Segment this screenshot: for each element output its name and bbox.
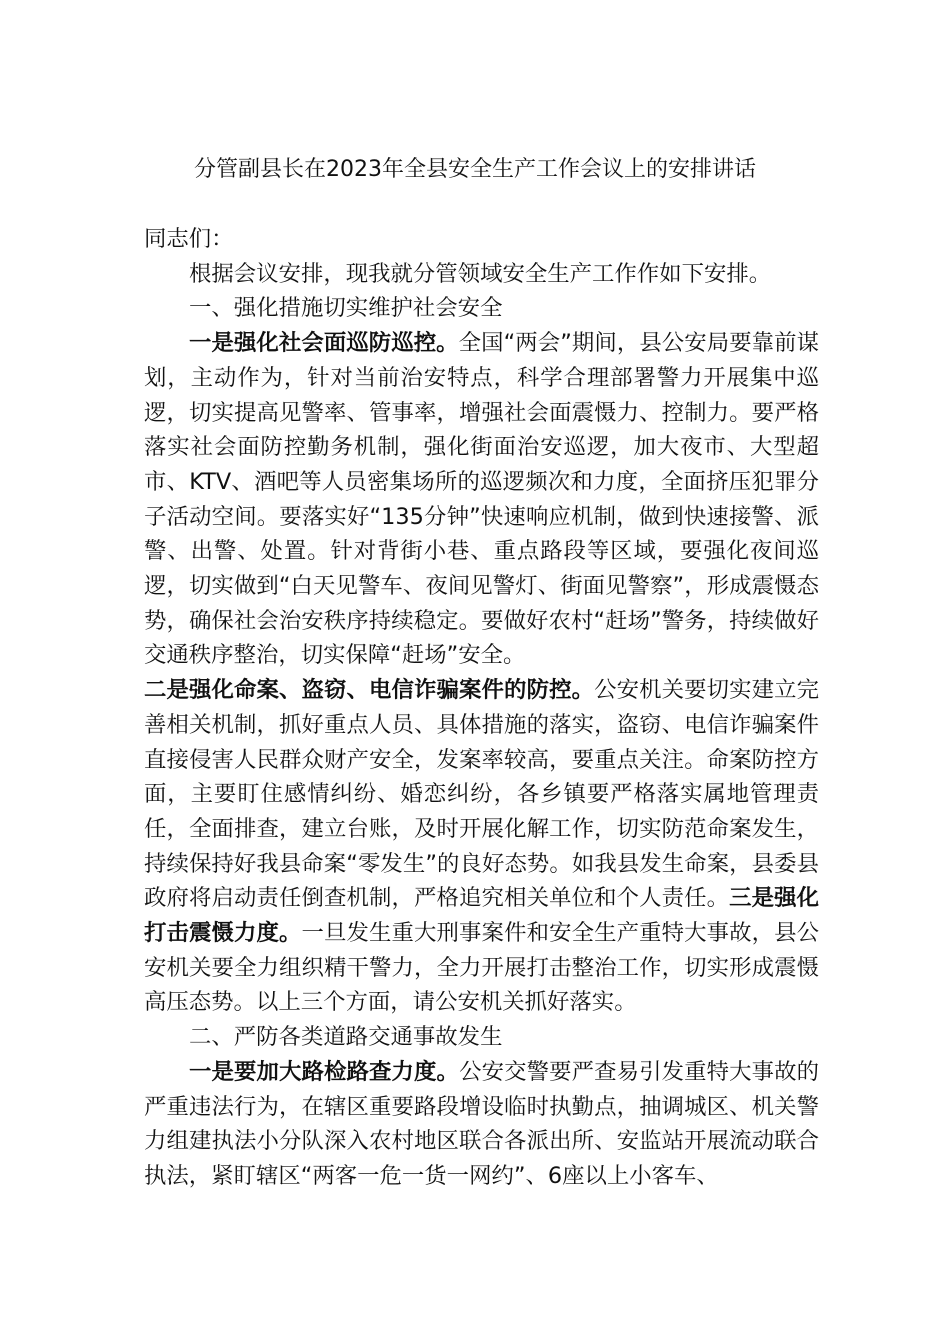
section1-item2-text: 公安机关要切实建立完善相关机制，抓好重点人员、具体措施的落实，盗窃、电信诈骗案件直接侵害人民群众财产安全，发案率较高，要重点关注。命案防控方面，主要盯住感情纠纷、婚恋纠纷，各乡镇要严格落实属地管理责任，全面排查，建立台账，及时开展化解工作，切实防范命案发生，持续保持好我县命案“零发生”的良好态势。如我县发生命案，县委县政府将启动责任倒查机制，严格追究相关单位和个人责任。 [144, 677, 820, 912]
section1-item1-paragraph [144, 326, 819, 673]
section2-heading: 二、严防各类道路交通事故发生 [189, 1024, 503, 1051]
document-title: 分管副县长在2023年全县安全生产工作会议上的安排讲话 [194, 157, 756, 182]
intro-paragraph: 根据会议安排，现我就分管领域安全生产工作作如下安排。 [189, 260, 772, 287]
section2-item1-text: 公安交警要严查易引发重特大事故的严重违法行为，在辖区重要路段增设临时执勤点，抽调城区、机关警力组建执法小分队深入农村地区联合各派出所、安监站开展流动联合执法，紧盯辖区“两客一危一货一网约”、6座以上小客车、 [144, 1058, 820, 1189]
document-body [144, 222, 819, 1194]
section1-item3-lead: 三是强化打击震慑力度。 [144, 885, 820, 947]
section1-item2-paragraph [144, 673, 819, 1020]
salutation: 同志们： [144, 226, 234, 252]
section2-item1-lead: 一是要加大路检路查力度。 [189, 1058, 460, 1085]
section1-item2-lead: 二是强化命案、盗窃、电信诈骗案件的防控。 [144, 677, 595, 704]
section2-item1-paragraph [144, 1055, 819, 1194]
section1-item1-text: 全国“两会”期间，县公安局要靠前谋划，主动作为，针对当前治安特点，科学合理部署警力开展集中巡逻，切实提高见警率、管事率，增强社会面震慑力、控制力。要严格落实社会面防控勤务机制，强化街面治安巡逻，加大夜市、大型超市、KTV、酒吧等人员密集场所的巡逻频次和力度，全面挤压犯罪分子活动空间。要落实好“135分钟”快速响应机制，做到快速接警、派警、出警、处置。针对背街小巷、重点路段等区域，要强化夜间巡逻，切实做到“白天见警车、夜间见警灯、街面见警察”，形成震慑态势，确保社会治安秩序持续稳定。要做好农村“赶场”警务，持续做好交通秩序整治，切实保障“赶场”安全。 [144, 330, 820, 669]
section1-heading: 一、强化措施切实维护社会安全 [189, 295, 503, 322]
section1-item3-text: 一旦发生重大刑事案件和安全生产重特大事故，县公安机关要全力组织精干警力，全力开展打击整治工作，切实形成震慑高压态势。以上三个方面，请公安机关抓好落实。 [144, 920, 820, 1016]
section1-item1-lead: 一是强化社会面巡防巡控。 [189, 330, 459, 357]
